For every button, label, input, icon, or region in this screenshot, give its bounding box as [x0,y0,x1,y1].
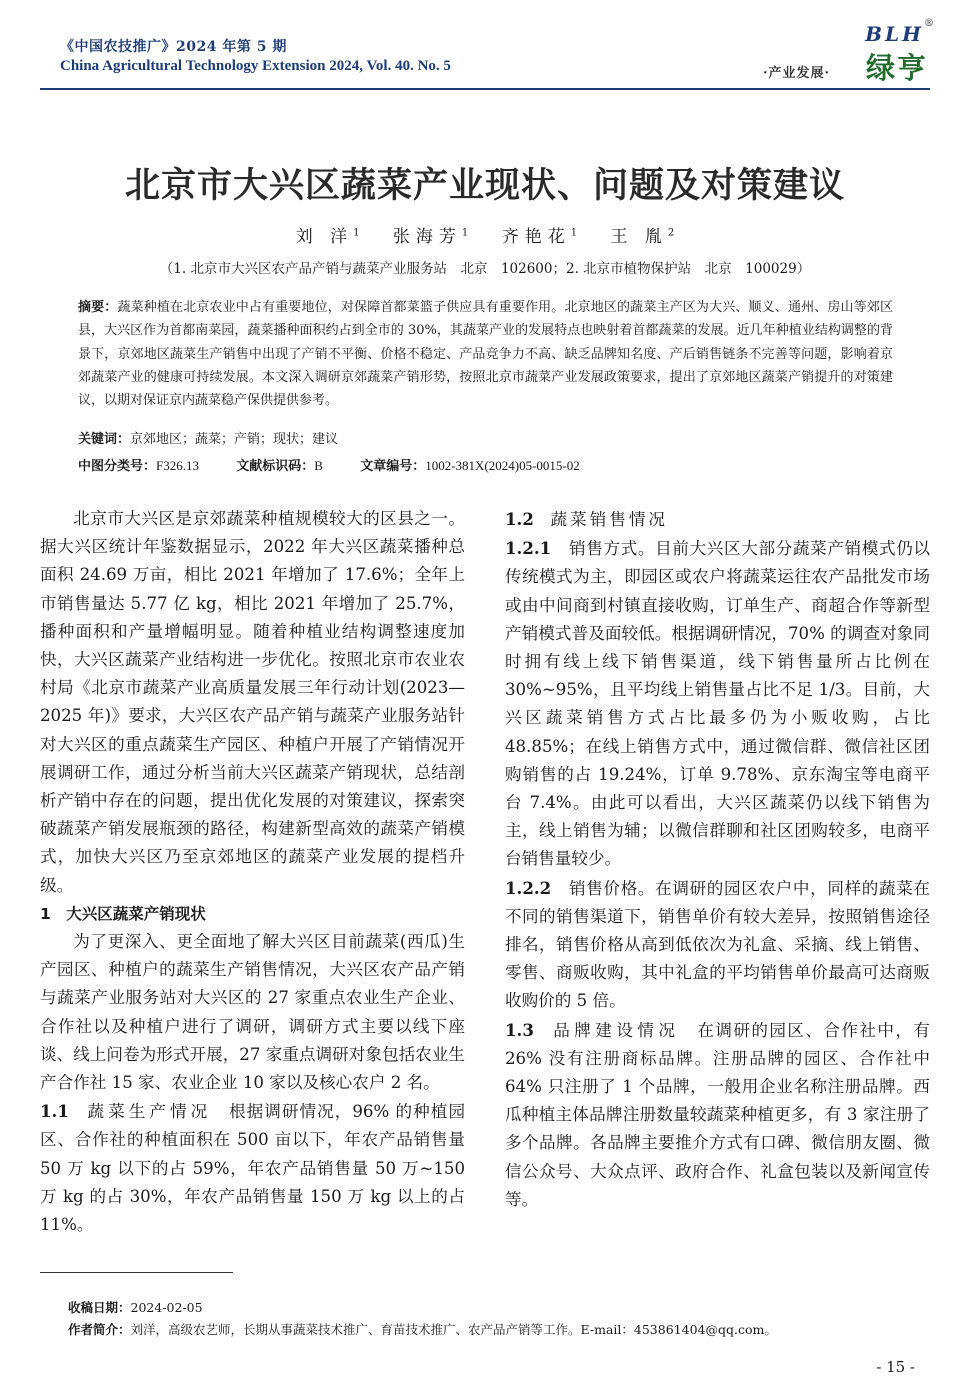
section-1-2-number: 1.2 [505,509,534,529]
section-1-1-paragraph [40,1097,465,1239]
clc-code: F326.13 [156,458,199,473]
author: 刘 洋$^1$ [295,227,360,247]
keywords [78,428,338,447]
author: 齐艳花$^1$ [501,227,578,247]
keywords-text: 京郊地区；蔬菜；产销；现状；建议 [130,432,339,447]
section-1-2-heading [505,505,930,534]
section-1-1-text: 根据调研情况，96% 的种植园区、合作社的种植面积在 500 亩以下，年农产品销售量 50 万 kg 以下的占 59%，年农产品销售量 50 万~150 万 kg 的占 30%，年农产品销售量 150 万 kg 以上的占 11%。 [40,1102,466,1235]
logo-mark: BLH [865,22,924,46]
article-number: 1002-381X(2024)05-0015-02 [425,458,580,473]
section-1-2-2-text: 销售价格。在调研的园区农户中，同样的蔬菜在不同的销售渠道下，销售单价有较大差异，按照销售途径排名，销售价格从高到低依次为礼盒、采摘、线上销售、零售、商贩收购，其中礼盒的平均销售单价最高可达商贩收购价的 5 倍。 [505,878,931,1011]
journal-title-cn: 《中国农技推广》2024 年第 5 期 [60,39,287,55]
journal-title-en: China Agricultural Technology Extension 2024, Vol. 40. No. 5 [60,58,451,74]
section-1-1-title: 蔬菜生产情况 [87,1102,212,1122]
article-number-label: 文章编号： [360,458,426,473]
doc-code: B [314,458,323,473]
section-1-3-paragraph [505,1016,930,1214]
section-1-2-1-text: 销售方式。目前大兴区大部分蔬菜产销模式仍以传统模式为主，即园区或农户将蔬菜运往农产品批发市场或由中间商到村镇直接收购，订单生产、商超合作等新型产销模式普及面较低。根据调研情况，70% 的调查对象同时拥有线上线下销售渠道，线下销售量所占比例在 30%~95%，且平均线上销售量占比不足 1/3。目前，大兴区蔬菜销售方式占比最多仍为小贩收购，占比 48.85%；在线上销售方式中，通过微信群、微信社区团购销售的占 19.24%，订单 9.78%、京东淘宝等电商平台 7.4%。由此可以看出，大兴区蔬菜仍以线下销售为主，线上销售为辅；以微信群聊和社区团购较多，电商平台销售量较少。 [505,539,931,869]
classification-line [78,455,580,474]
received-value: 2024-02-05 [130,1300,203,1315]
logo-text: 绿亨 [865,51,928,85]
section-1-2-1-number: 1.2.1 [505,538,552,559]
author: 王 胤$^2$ [610,227,675,247]
section-label: ·产业发展· [762,66,830,81]
header-rule [40,88,930,90]
footnote-rule [40,1272,233,1273]
section-1-2-title: 蔬菜销售情况 [550,510,669,529]
section-1-3-text: 在调研的园区、合作社中，有 26% 没有注册商标品牌。注册品牌的园区、合作社中 64% 只注册了 1 个品牌，一般用企业名称注册品牌。西瓜种植主体品牌注册数量较蔬菜种植更多，有 3 家注册了多个品牌。各品牌主要推介方式有口碑、微信朋友圈、微信公众号、大众点评、政府合作、礼盒包装以及新闻宣传等。 [505,1020,931,1209]
intro-paragraph: 北京市大兴区是京郊蔬菜种植规模较大的区县之一。据大兴区统计年鉴数据显示，2022 年大兴区蔬菜播种总面积 24.69 万亩，相比 2021 年增加了 17.6%；全年上市销售量达 5.77 亿 kg，相比 2021 年增加了 25.7%，播种面积和产量增幅明显。随着种植业结构调整速度加快，大兴区蔬菜产业结构进一步优化。按照北京市农业农村局《北京市蔬菜产业高质量发展三年行动计划(2023—2025 年)》要求，大兴区农产品产销与蔬菜产业服务站针对大兴区的重点蔬菜生产园区、种植户开展了产销情况开展调研工作，通过分析当前大兴区蔬菜产销现状，总结剖析产销中存在的问题，提出优化发展的对策建议，探索突破蔬菜产销发展瓶颈的路径，构建新型高效的蔬菜产销模式，加快大兴区乃至京郊地区的蔬菜产业发展的提档升级。 [40,509,465,895]
body-column-right [505,505,930,1214]
affiliations: （1. 北京市大兴区农产品产销与蔬菜产业服务站 北京 102600；2. 北京市植物保护站 北京 100029） [159,261,811,277]
page-number: - 15 - [876,1358,915,1376]
journal-header [40,18,934,90]
section-1-paragraph: 为了更深入、更全面地了解大兴区目前蔬菜(西瓜)生产园区、种植户的蔬菜生产销售情况，大兴区农产品产销与蔬菜产业服务站对大兴区的 27 家重点农业生产企业、合作社以及种植户进行了调研，调研方式主要以线下座谈、线上问卷为形式开展，27 家重点调研对象包括农业生产合作社 15 家、农业企业 10 家以及核心农户 2 名。 [40,932,465,1093]
section-1-2-2-paragraph [505,874,930,1016]
keywords-label: 关键词： [78,432,131,447]
received-label: 收稿日期： [68,1300,131,1315]
section-1-2-1-paragraph [505,534,930,873]
section-1-3-number: 1.3 [505,1019,534,1040]
abstract [78,296,893,412]
registered-mark: ® [924,18,934,29]
doc-code-label: 文献标识码： [236,458,315,473]
section-1-heading: 1 大兴区蔬菜产销现状 [40,904,206,923]
abstract-text: 蔬菜种植在北京农业中占有重要地位，对保障首都菜篮子供应具有重要作用。北京地区的蔬菜主产区为大兴、顺义、通州、房山等郊区县，大兴区作为首都南菜园，蔬菜播种面积约占到全市的 30%，其蔬菜产业的发展特点也映射着首都蔬菜的发展。近几年种植业结构调整的背景下，京郊地区蔬菜生产销售中出现了产销不平衡、价格不稳定、产品竞争力不高、缺乏品牌知名度、产后销售链条不完善等问题，影响着京郊蔬菜产业的健康可持续发展。本文深入调研京郊蔬菜产销形势，按照北京市蔬菜产业发展政策要求，提出了京郊地区蔬菜产销提升的对策建议，以期对保证京内蔬菜稳产保供提供参考。 [78,300,893,409]
author-bio-label: 作者简介： [68,1322,131,1337]
author-bio-text: 刘洋，高级农艺师，长期从事蔬菜技术推广、育苗技术推广、农产品产销等工作。E-mail：453861404@qq.com。 [130,1322,777,1337]
body-column-left [40,505,465,1239]
section-1-1-number: 1.1 [40,1101,69,1122]
author: 张海芳$^1$ [392,227,469,247]
author-bio [68,1320,777,1338]
author-list [0,222,970,247]
received-date [68,1298,203,1316]
article-title: 北京市大兴区蔬菜产业现状、问题及对策建议 [124,165,845,206]
section-1-3-title: 品牌建设情况 [553,1020,680,1040]
clc-label: 中图分类号： [78,458,157,473]
abstract-label: 摘要： [78,300,118,315]
section-1-2-2-number: 1.2.2 [505,877,552,898]
publisher-logo [838,18,934,85]
